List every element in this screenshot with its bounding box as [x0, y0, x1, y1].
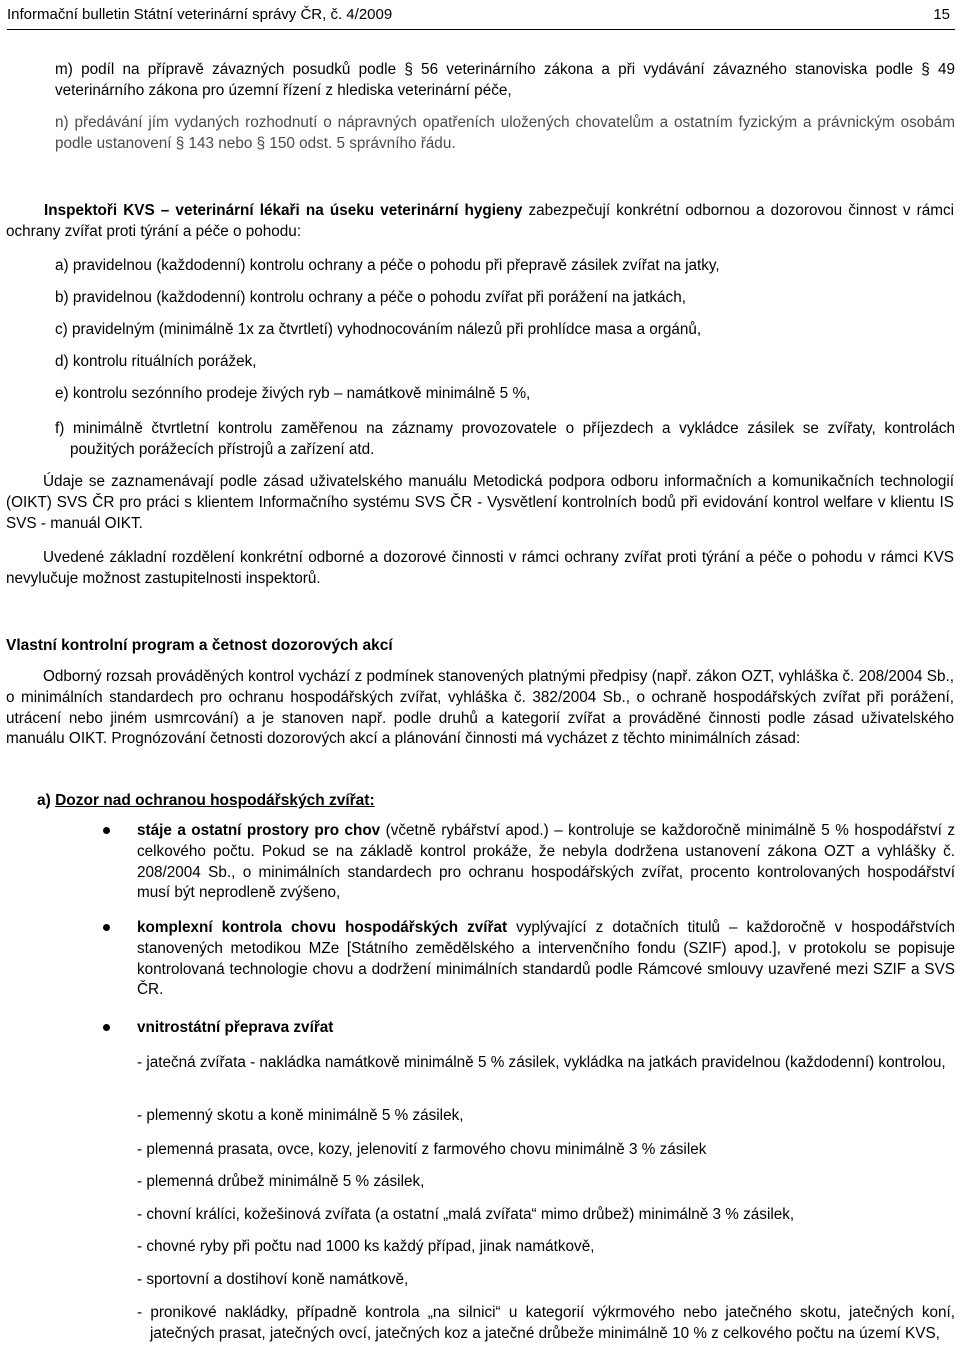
subheading-prefix: a) [37, 792, 56, 809]
inspectors-lead: Inspektoři KVS – veterinární lékaři na úseku veterinární hygieny [44, 202, 523, 219]
inspectors-lead-rest: zabezpečují konkrétní odbornou a dozorovou činnost v rámci ochrany zvířat proti týrání a péče o pohodu: [6, 202, 954, 240]
transport-item: - plemenná prasata, ovce, kozy, jelenovití z farmového chovu minimálně 3 % zásilek [137, 1141, 707, 1158]
bullet-dot-icon [103, 1024, 110, 1031]
bullet-item-complex-control [137, 918, 955, 1001]
page-number: 15 [933, 6, 950, 23]
transport-item: - pronikové nakládky, případně kontrola „na silnici“ u kategorií výkrmového nebo jatečného skotu, jatečných koní, jatečných prasat, jatečných ovcí, jatečných koz a jatečné drůbeže minimálně 10 % z celkového počtu na území KVS, [137, 1304, 955, 1342]
bullet-item-transport [137, 1018, 955, 1039]
intro-item-n: n) předávání jím vydaných rozhodnutí o nápravných opatřeních uložených chovatelům a ostatním fyzickým a právnickým osobám podle ustanovení § 143 nebo § 150 odst. 5 správního řádu. [55, 114, 955, 152]
transport-item: - jatečná zvířata - nakládka namátkově minimálně 5 % zásilek, vykládka na jatkách pravidelnou (každodenní) kontrolou, [137, 1054, 946, 1071]
transport-item: - chovní králíci, kožešinová zvířata (a ostatní „malá zvířata“ mimo drůbež) minimálně 3 % zásilek, [137, 1206, 795, 1223]
bullet-dot-icon [103, 924, 110, 931]
subheading-livestock [37, 791, 375, 811]
inspector-item-a: a) pravidelnou (každodenní) kontrolu ochrany a péče o pohodu při přepravě zásilek zvířat na jatky, [55, 257, 720, 274]
transport-item: - chovné ryby při počtu nad 1000 ks každý případ, jinak namátkově, [137, 1238, 595, 1255]
bullet-item-stables [137, 821, 955, 904]
bullet-item-stables-bold: stáje a ostatní prostory pro chov [137, 822, 381, 839]
transport-item: - sportovní a dostihoví koně namátkově, [137, 1271, 409, 1288]
division-paragraph: Uvedené základní rozdělení konkrétní odborné a dozorové činnosti v rámci ochrany zvířat proti týrání a péče o pohodu v rámci KVS nevylučuje možnost zastupitelnosti inspektorů. [6, 549, 954, 587]
transport-item: - plemenná drůbež minimálně 5 % zásilek, [137, 1173, 425, 1190]
page-header [7, 3, 955, 30]
bullet-item-complex-rest: vyplývající z dotačních titulů – každoročně v hospodářstvích stanovených metodikou MZe [Státního zemědělského a intervenčního fondu (SZIF) apod.], v protokolu se popisuje kontrolovaná technologie chovu a dodržení minimálních standardů podle Rámcové smlouvy uzavřené mezi SZIF a SVS ČR. [137, 919, 955, 999]
intro-item-m: m) podíl na přípravě závazných posudků podle § 56 veterinárního zákona a při vydávání závazného stanoviska podle § 49 veterinárního zákona pro územní řízení z hlediska veterinární péče, [55, 61, 955, 99]
bullet-item-stables-rest: (včetně rybářství apod.) – kontroluje se každoročně minimálně 5 % hospodářství z celkového počtu. Pokud se na základě kontrol prokáže, že nebyla dodržena ustanovení zákona OZT a vyhlášky č. 208/2004 Sb., o minimálních standardech pro ochranu hospodářských zvířat, procento kontrolovaných hospodářství musí být neprodleně zvýšeno, [137, 822, 956, 902]
bullet-item-transport-bold: vnitrostátní přeprava zvířat [137, 1019, 334, 1036]
inspector-item-d: d) kontrolu rituálních porážek, [55, 353, 257, 370]
bulletin-title: Informační bulletin Státní veterinární správy ČR, č. 4/2009 [7, 6, 393, 23]
section-paragraph: Odborný rozsah prováděných kontrol vychází z podmínek stanovených platnými předpisy (např. zákon OZT, vyhláška č. 208/2004 Sb., o minimálních standardech pro ochranu hospodářských zvířat, vyhláška č. 382/2004 Sb., o ochraně hospodářských zvířat při porážení, utrácení nebo jiném usmrcování) a je stanoven např. podle druhů a kategorií zvířat a prováděné činnosti podle zásad uživatelského manuálu OIKT. Prognózování četnosti dozorových akcí a plánování činnosti má vycházet z těchto minimálních zásad: [6, 668, 954, 748]
inspector-item-f: f) minimálně čtvrtletní kontrolu zaměřenou na záznamy provozovatele o příjezdech a vykládce zásilek se zvířaty, kontrolách použitých porážecích přístrojů a zařízení atd. [55, 420, 955, 458]
section-heading: Vlastní kontrolní program a četnost dozorových akcí [6, 637, 393, 654]
inspectors-paragraph [6, 201, 954, 243]
subheading-title: Dozor nad ochranou hospodářských zvířat: [55, 792, 375, 809]
records-paragraph: Údaje se zaznamenávají podle zásad uživatelského manuálu Metodická podpora odboru informačních a komunikačních technologií (OIKT) SVS ČR pro práci s klientem Informačního systému SVS ČR - Vysvětlení kontrolních bodů při evidování kontrol welfare v klientu IS SVS - manuál OIKT. [6, 473, 954, 532]
bullet-dot-icon [103, 827, 110, 834]
inspector-item-e: e) kontrolu sezónního prodeje živých ryb – namátkově minimálně 5 %, [55, 385, 531, 402]
inspector-item-c: c) pravidelným (minimálně 1x za čtvrtletí) vyhodnocováním nálezů při prohlídce masa a orgánů, [55, 321, 702, 338]
inspector-item-b: b) pravidelnou (každodenní) kontrolu ochrany a péče o pohodu zvířat při porážení na jatkách, [55, 289, 686, 306]
bullet-item-complex-bold: komplexní kontrola chovu hospodářských zvířat [137, 919, 508, 936]
transport-item: - plemenný skotu a koně minimálně 5 % zásilek, [137, 1107, 464, 1124]
